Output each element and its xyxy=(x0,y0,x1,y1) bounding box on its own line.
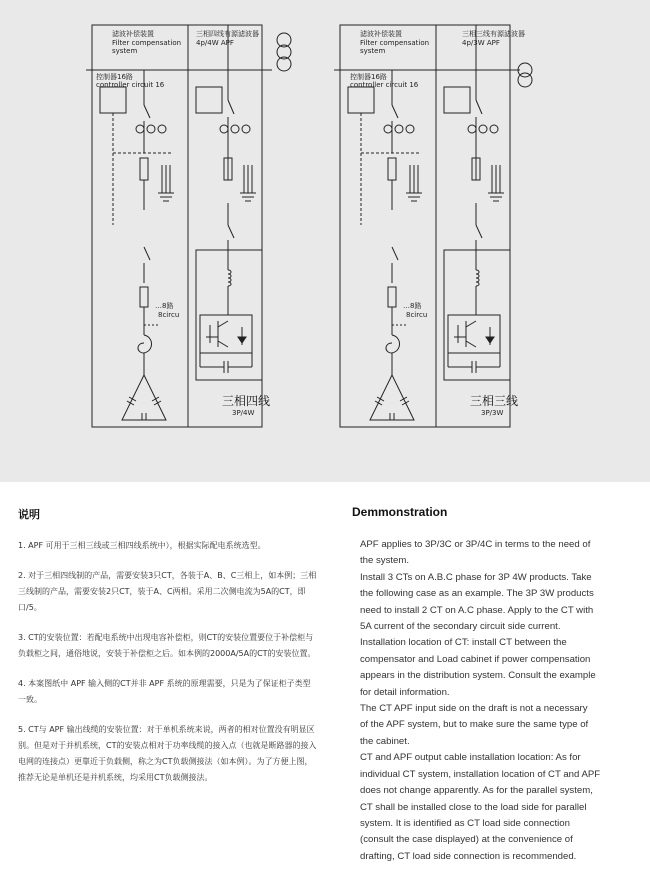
cn-note-1: 1. APF 可用于三相三线或三相四线系统中），根据实际配电系统选型。 xyxy=(18,541,266,550)
right-filter-title-en2: system xyxy=(360,47,386,55)
en-heading: Demmonstration xyxy=(352,505,448,519)
left-filter-title-cn: 滤波补偿装置 xyxy=(112,30,154,38)
right-circuit-en: 8circu xyxy=(406,311,428,319)
left-apf-title-cn: 三相四线有源滤波器 xyxy=(196,30,259,38)
left-circuit-en: 8circu xyxy=(158,311,180,319)
en-line: Installation location of CT: install CT between the xyxy=(360,637,567,649)
left-type-sublabel: 3P/4W xyxy=(232,409,255,417)
en-line: the system. xyxy=(360,555,410,567)
cn-note-3: 3. CT的安装位置：若配电系统中出现电容补偿柜，则CT的安装位置要位于补偿柜与负载柜之间，通俗地说，安装于补偿柜之后。如本例的2000A/5A的CT的安装位置。 xyxy=(18,633,316,658)
en-line: system. It is identified as CT load side connection xyxy=(360,817,570,829)
en-line: the following case as an example. The 3P 3W products xyxy=(360,588,594,600)
right-controller-cn: 控制器16路 xyxy=(350,73,387,81)
right-type-label: 三相三线 xyxy=(470,394,519,408)
en-line: need to install 2 CT on A.C phase. Apply to the CT with xyxy=(360,604,594,616)
left-controller-cn: 控制器16路 xyxy=(96,73,133,81)
left-apf-title-en: 4p/4W APF xyxy=(196,39,234,47)
en-line: (consult the case displayed) at the convenience of xyxy=(360,834,573,846)
cn-note-2: 2. 对于三相四线制的产品，需要安装3只CT，各装于A、B、C三相上，如本例；三相三线制的产品，需要安装2只CT，装于A、C两相。采用二次侧电流为5A的CT，即口/5。 xyxy=(18,571,317,612)
cn-heading: 说明 xyxy=(18,508,40,521)
en-line: APF applies to 3P/3C or 3P/4C in terms to the need of xyxy=(360,539,591,550)
cn-note-4: 4. 本案图纸中 APF 输入侧的CT并非 APF 系统的原理需要，只是为了保证柜子类型一致。 xyxy=(18,679,311,704)
left-circuit-cn: …8路 xyxy=(155,302,174,310)
right-filter-title-en: Filter compensation xyxy=(360,39,430,47)
en-line: CT and APF output cable installation location: As for xyxy=(360,752,581,764)
cn-notes xyxy=(18,538,318,800)
en-line: compensator and Load cabinet if power compensation xyxy=(360,653,591,665)
left-filter-title-en2: system xyxy=(112,47,138,55)
right-controller-en: controller circuit 16 xyxy=(350,81,419,89)
en-line: does not change apparently. As for the parallel system, xyxy=(360,785,593,797)
left-filter-title-en: Filter compensation xyxy=(112,39,182,47)
left-controller-en: controller circuit 16 xyxy=(96,81,165,89)
en-line: of the APF system, but to make sure the same type of xyxy=(360,719,589,731)
en-line: the cabinet. xyxy=(360,735,410,747)
right-apf-title-cn: 三相三线有源滤波器 xyxy=(462,30,525,38)
en-line: drafting, CT load side connection is recommended. xyxy=(360,850,577,862)
en-line: appears in the distribution system. Consult the example xyxy=(360,670,596,682)
en-line: for detail information. xyxy=(360,686,450,698)
right-filter-title-cn: 滤波补偿装置 xyxy=(360,30,402,38)
en-notes xyxy=(360,537,632,865)
en-line: The CT APF input side on the draft is not a necessary xyxy=(360,703,588,715)
en-line: Install 3 CTs on A.B.C phase for 3P 4W products. Take xyxy=(360,571,592,583)
right-circuit-cn: …8路 xyxy=(403,302,422,310)
en-line: 5A current of the secondary circuit side current. xyxy=(360,621,561,633)
en-line: individual CT system, installation location of CT and APF xyxy=(360,768,601,780)
en-line: CT shall be installed close to the load side for parallel xyxy=(360,801,587,813)
right-apf-title-en: 4p/3W APF xyxy=(462,39,500,47)
cn-note-5: 5. CT与 APF 输出线缆的安装位置：对于单机系统来说，两者的相对位置没有明显区别。但是对于并机系统，CT的安装点相对于功率线缆的接入点（也就是断路器的接入电网的连接点）更靠近于负载侧，称之为CT负载侧接法（如本例）。为了方便上图，推荐无论是单机还是并机系统，均采用CT负载侧接法。 xyxy=(18,725,317,782)
right-type-sublabel: 3P/3W xyxy=(481,409,504,417)
left-type-label: 三相四线 xyxy=(222,394,271,408)
